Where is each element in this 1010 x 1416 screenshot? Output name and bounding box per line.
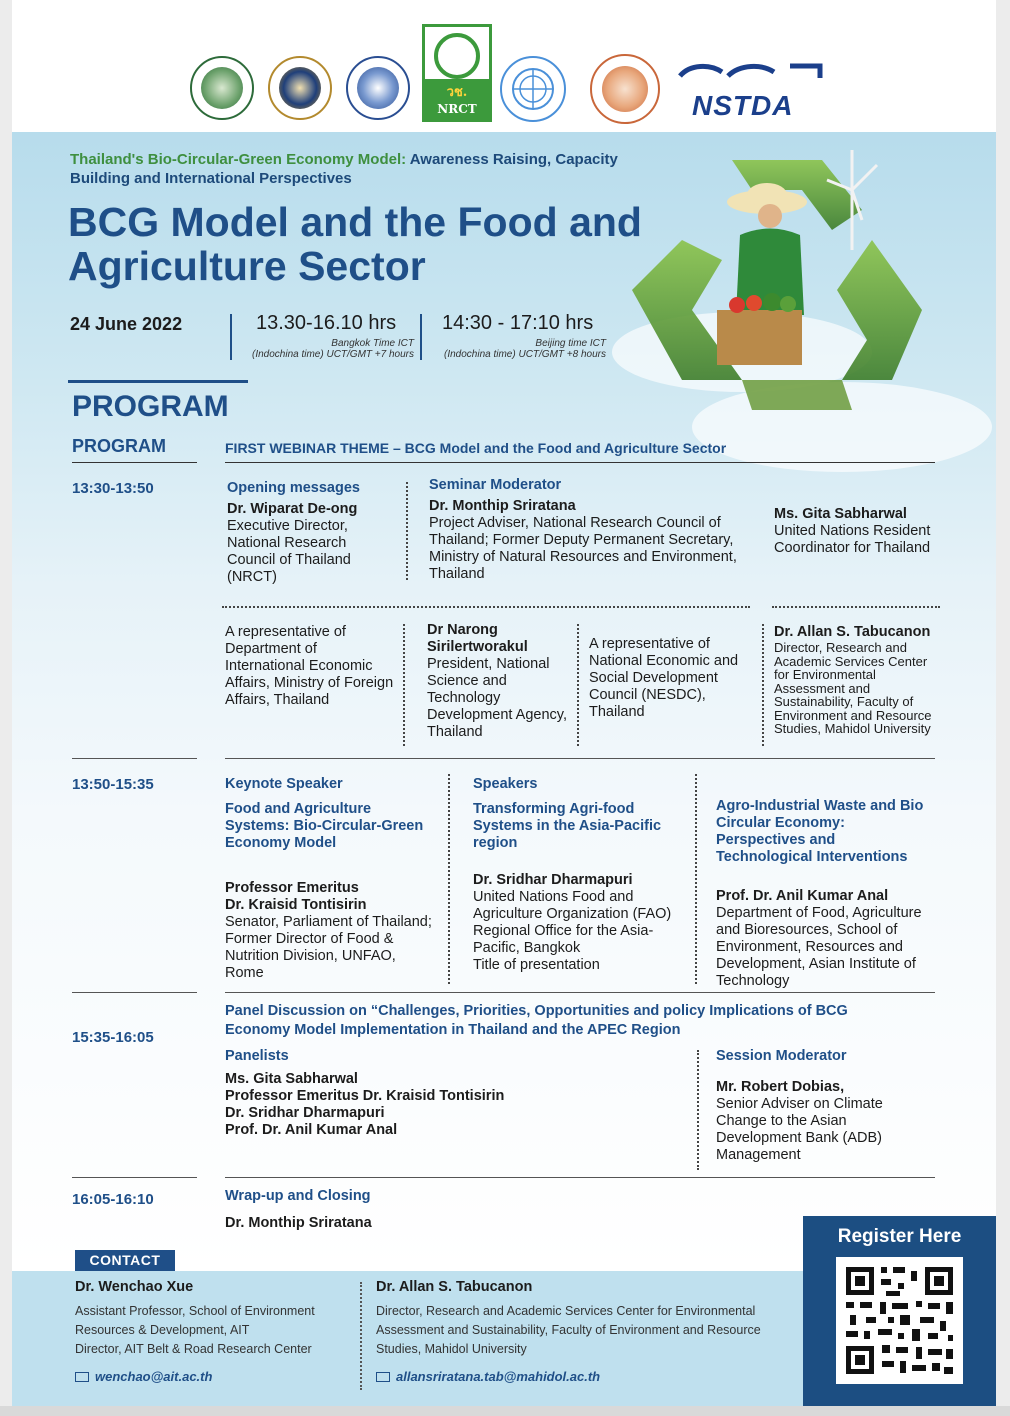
- un-coordinator: [774, 506, 939, 557]
- dotted-divider: [695, 774, 697, 984]
- mfa-text: A representative of Department of International Economic Affairs, Ministry of Foreign Affairs, Thailand: [225, 624, 394, 708]
- divider: [230, 314, 232, 360]
- wrapup-name: Dr. Monthip Sriratana: [225, 1215, 372, 1231]
- bangkok-note-2: (Indochina time) UCT/GMT +7 hours: [252, 349, 414, 360]
- rule: [72, 1177, 197, 1178]
- panel-title: Panel Discussion on “Challenges, Priorities, Opportunities and policy Implications of BCG Economy Model Implementation in Thailand and the APEC Region: [225, 1003, 848, 1038]
- session-moderator-role: Senior Adviser on Climate Change to the Asian Development Bank (ADB) Management: [716, 1096, 883, 1163]
- dotted-divider: [406, 482, 408, 580]
- keynote-role: Senator, Parliament of Thailand; Former Director of Food & Nutrition Division, UNFAO, Rome: [225, 914, 432, 981]
- nstda-role: President, National Science and Technology Development Agency, Thailand: [427, 656, 567, 740]
- ait-logo: [190, 56, 254, 120]
- panelists-heading: Panelists: [225, 1048, 289, 1064]
- contact2-line3: Studies, Mahidol University: [376, 1342, 527, 1356]
- register-label: Register Here: [837, 1226, 962, 1247]
- contact-person-2: [376, 1278, 786, 1386]
- mahidol-role: Director, Research and Academic Services Center for Environmental Assessment and Sustainability, Faculty of Environment and Resource Studies, Mahidol University: [774, 640, 932, 736]
- rule: [225, 1177, 935, 1178]
- contact2-email[interactable]: allansriratana.tab@mahidol.ac.th: [396, 1369, 601, 1384]
- rule: [72, 992, 197, 993]
- speaker1-note: Title of presentation: [473, 957, 600, 973]
- rule: [225, 462, 935, 463]
- contact2-line2: Assessment and Sustainability, Faculty of Environment and Resource: [376, 1323, 761, 1337]
- session-moderator-heading: Session Moderator: [716, 1048, 847, 1064]
- page-frame-right: [996, 0, 1010, 1416]
- speaker1-role: United Nations Food and Agriculture Organization (FAO) Regional Office for the Asia-Pacific, Bangkok: [473, 889, 672, 956]
- opening-messages: [227, 480, 397, 586]
- contact2-name: Dr. Allan S. Tabucanon: [376, 1279, 533, 1295]
- nstda-speaker: [427, 622, 582, 741]
- beijing-note-1: Beijing time ICT: [535, 338, 606, 349]
- page-frame-bottom: [0, 1406, 1010, 1416]
- speaker2-topic: Agro-Industrial Waste and Bio Circular Economy: Perspectives and Technological Interventions: [716, 798, 924, 865]
- nrct-en-label: NRCT: [425, 102, 489, 119]
- nrct-thai-label: วช.: [425, 79, 489, 102]
- contact1-email-row[interactable]: [75, 1367, 345, 1386]
- panelist: Prof. Dr. Anil Kumar Anal: [225, 1122, 398, 1138]
- bangkok-time: 13.30-16.10 hrs: [256, 312, 397, 334]
- event-date: 24 June 2022: [70, 314, 183, 334]
- session-moderator-name: Mr. Robert Dobias,: [716, 1079, 845, 1095]
- slot-time: 13:50-15:35: [72, 776, 154, 793]
- opening-name: Dr. Wiparat De-ong: [227, 501, 358, 517]
- speaker-1-block: [473, 776, 673, 974]
- page-frame-left: [0, 0, 12, 1416]
- seminar-moderator: [429, 477, 744, 583]
- speaker2-name: Prof. Dr. Anil Kumar Anal: [716, 888, 889, 904]
- date-time-line: [70, 312, 630, 362]
- nesdc-text: A representative of National Economic and Social Development Council (NESDC), Thailand: [589, 636, 739, 720]
- contact1-name: Dr. Wenchao Xue: [75, 1279, 194, 1295]
- nesdc-representative: [589, 636, 759, 721]
- contact1-line1: Assistant Professor, School of Environment: [75, 1304, 315, 1318]
- mahidol-speaker: [774, 624, 944, 736]
- mnre-logo: [346, 56, 410, 120]
- nstda-label: NSTDA: [692, 90, 794, 121]
- mahidol-logo: [268, 56, 332, 120]
- program-heading: PROGRAM: [72, 390, 229, 423]
- logo-strip: [12, 0, 996, 132]
- speaker1-topic: Transforming Agri-food Systems in the Asia-Pacific region: [473, 801, 662, 851]
- program-rule: [68, 380, 248, 383]
- wrapup-block: [225, 1188, 525, 1232]
- mail-icon: [75, 1372, 89, 1382]
- speaker2-role: Department of Food, Agriculture and Bioresources, School of Environment, Resources and Development, Asian Institute of Technology: [716, 905, 922, 989]
- bangkok-note-1: Bangkok Time ICT: [331, 338, 414, 349]
- qr-code-icon: [836, 1257, 963, 1384]
- keynote-name-2: Dr. Kraisid Tontisirin: [225, 897, 367, 913]
- nesdc-logo: [590, 54, 660, 124]
- event-subtitle: [70, 150, 630, 188]
- session-moderator-block: [716, 1048, 926, 1164]
- slot-time: 15:35-16:05: [72, 1029, 154, 1046]
- dotted-divider: [448, 774, 450, 984]
- dotted-divider: [360, 1282, 362, 1390]
- beijing-note-2: (Indochina time) UCT/GMT +8 hours: [444, 349, 606, 360]
- contact2-line1: Director, Research and Academic Services Center for Environmental: [376, 1304, 756, 1318]
- contact-person-1: [75, 1278, 345, 1386]
- nrct-logo: [422, 24, 492, 122]
- qr-code[interactable]: [836, 1257, 963, 1384]
- panelists-block: [225, 1048, 645, 1139]
- contact1-line2: Resources & Development, AIT: [75, 1323, 250, 1337]
- un-globe-icon: [509, 65, 557, 113]
- register-box[interactable]: [803, 1216, 996, 1406]
- beijing-note: [426, 338, 606, 360]
- nrct-wheel-icon: [434, 33, 480, 79]
- keynote-heading: Keynote Speaker: [225, 776, 343, 792]
- divider: [420, 314, 422, 360]
- rule: [72, 462, 197, 463]
- webinar-theme: FIRST WEBINAR THEME – BCG Model and the Food and Agriculture Sector: [225, 440, 727, 456]
- speaker-2-block: [716, 798, 931, 990]
- contact1-line3: Director, AIT Belt & Road Research Center: [75, 1342, 312, 1356]
- un-name: Ms. Gita Sabharwal: [774, 506, 907, 522]
- rule: [72, 758, 197, 759]
- dotted-divider: [403, 624, 405, 746]
- opening-heading: Opening messages: [227, 480, 360, 496]
- wrapup-heading: Wrap-up and Closing: [225, 1188, 371, 1204]
- panelist: Professor Emeritus Dr. Kraisid Tontisirin: [225, 1088, 505, 1104]
- keynote-topic: Food and Agriculture Systems: Bio-Circular-Green Economy Model: [225, 801, 424, 851]
- rule: [225, 992, 935, 993]
- slot-time: 13:30-13:50: [72, 480, 154, 497]
- nstda-name: Dr Narong Sirilertworakul: [427, 622, 528, 655]
- mail-icon: [376, 1372, 390, 1382]
- dotted-divider: [697, 1050, 699, 1170]
- subtitle-rest: Awareness Raising, Capacity Building and International Perspectives: [70, 151, 618, 187]
- rule: [225, 758, 935, 759]
- dotted-divider: [772, 606, 940, 608]
- contact1-email[interactable]: wenchao@ait.ac.th: [95, 1369, 213, 1384]
- panelist: Ms. Gita Sabharwal: [225, 1071, 358, 1087]
- recycle-farmer-artwork: [622, 140, 952, 415]
- event-title: BCG Model and the Food and Agriculture Sector: [68, 199, 642, 289]
- mfa-representative: [225, 624, 395, 709]
- keynote-block: [225, 776, 435, 982]
- dotted-divider: [222, 606, 750, 608]
- speaker1-name: Dr. Sridhar Dharmapuri: [473, 872, 633, 888]
- subtitle-green: Thailand's Bio-Circular-Green Economy Model:: [70, 151, 407, 168]
- un-role: United Nations Resident Coordinator for Thailand: [774, 523, 931, 556]
- speakers-heading: Speakers: [473, 776, 538, 792]
- dotted-divider: [762, 624, 764, 746]
- moderator-name: Dr. Monthip Sriratana: [429, 498, 576, 514]
- mahidol-name: Dr. Allan S. Tabucanon: [774, 624, 931, 640]
- bangkok-note: [236, 338, 414, 360]
- program-column-heading: PROGRAM: [72, 436, 166, 456]
- contact2-email-row[interactable]: [376, 1367, 786, 1386]
- un-logo: [500, 56, 566, 122]
- moderator-role: Project Adviser, National Research Council of Thailand; Former Deputy Permanent Secretary, Ministry of Natural Resources and Environment, Thailand: [429, 515, 737, 582]
- moderator-heading: Seminar Moderator: [429, 477, 562, 493]
- dotted-divider: [577, 624, 579, 746]
- beijing-time: 14:30 - 17:10 hrs: [442, 312, 594, 334]
- panelist: Dr. Sridhar Dharmapuri: [225, 1105, 385, 1121]
- contact-label: CONTACT: [75, 1250, 175, 1271]
- keynote-name-1: Professor Emeritus: [225, 880, 359, 896]
- opening-role: Executive Director, National Research Council of Thailand (NRCT): [227, 518, 351, 585]
- slot-time: 16:05-16:10: [72, 1191, 154, 1208]
